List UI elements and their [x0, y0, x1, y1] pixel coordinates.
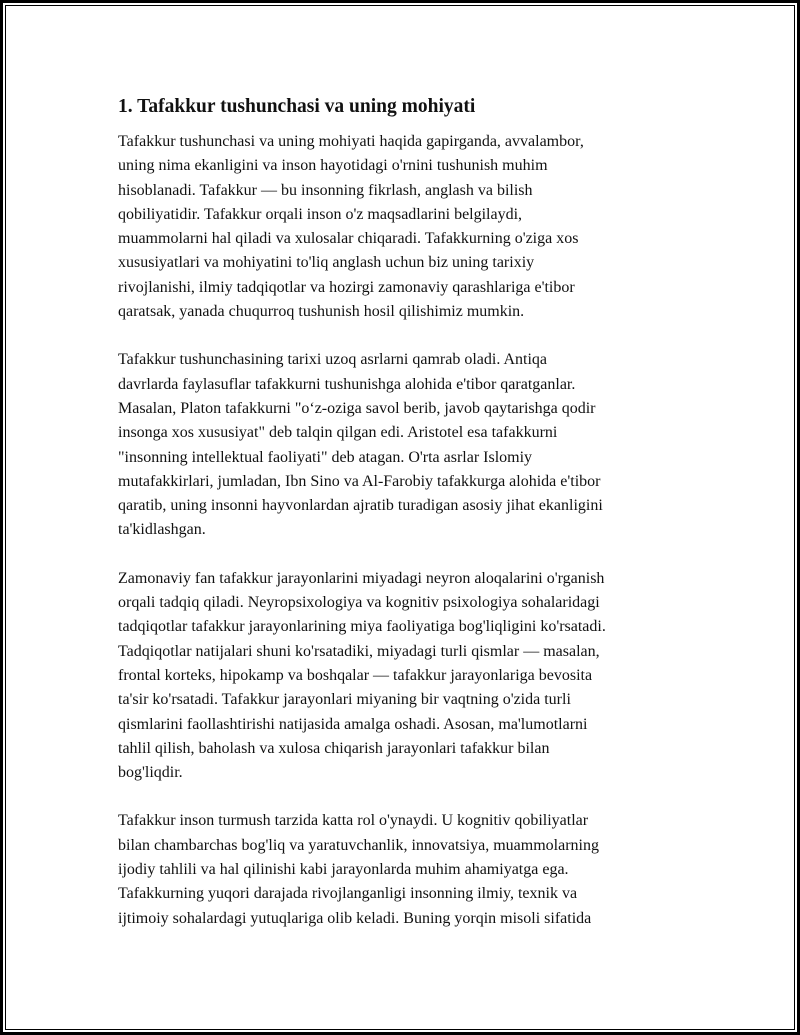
- paragraph-line: hisoblanadi. Tafakkur — bu insonning fikrlash, anglash va bilish: [118, 181, 533, 199]
- paragraph-line: muammolarni hal qiladi va xulosalar chiqaradi. Tafakkurning o'ziga xos: [118, 230, 579, 248]
- paragraph-line: tahlil qilish, baholash va xulosa chiqarish jarayonlari tafakkur bilan: [118, 739, 550, 757]
- paragraph-line: insonga xos xususiyat" deb talqin qilgan edi. Aristotel esa tafakkurni: [118, 424, 558, 442]
- paragraph-line: Tafakkur tushunchasining tarixi uzoq asrlarni qamrab oladi. Antiqa: [118, 351, 547, 369]
- paragraph-line: Tafakkur tushunchasi va uning mohiyati haqida gapirganda, avvalambor,: [118, 133, 584, 150]
- paragraph-line: mutafakkirlari, jumladan, Ibn Sino va Al-Farobiy tafakkurga alohida e'tibor: [118, 472, 601, 490]
- paragraph-line: qismlarini faollashtirishi natijasida amalga oshadi. Asosan, ma'lumotlarni: [118, 715, 588, 733]
- paragraph-line: xususiyatlari va mohiyatini to'liq anglash uchun biz uning tarixiy: [118, 254, 535, 272]
- paragraph-line: rivojlanishi, ilmiy tadqiqotlar va hozirgi zamonaviy qarashlariga e'tibor: [118, 278, 575, 296]
- paragraph-line: ta'kidlashgan.: [118, 521, 206, 539]
- paragraph-line: qaratib, uning insonni hayvonlardan ajratib turadigan asosiy jihat ekanligini: [118, 497, 603, 515]
- paragraph-line: Masalan, Platon tafakkurni "o‘z-oziga savol berib, javob qaytarishga qodir: [118, 399, 596, 417]
- paragraph-line: ijtimoiy sohalardagi yutuqlariga olib keladi. Buning yorqin misoli sifatida: [118, 909, 592, 927]
- paragraph-line: ijodiy tahlili va hal qilinishi kabi jarayonlarda muhim ahamiyatga ega.: [118, 861, 569, 879]
- paragraph-line: frontal korteks, hipokamp va boshqalar — tafakkur jarayonlariga bevosita: [118, 666, 593, 684]
- paragraph: [118, 348, 684, 542]
- paragraph-line: Zamonaviy fan tafakkur jarayonlarini miyadagi neyron aloqalarini o'rganish: [118, 569, 605, 587]
- paragraph-line: bilan chambarchas bog'liq va yaratuvchanlik, innovatsiya, muammolarning: [118, 836, 599, 854]
- paragraph-line: ta'sir ko'rsatadi. Tafakkur jarayonlari miyaning bir vaqtning o'zida turli: [118, 691, 571, 709]
- paragraph: [118, 567, 684, 786]
- paragraph-line: Tafakkur inson turmush tarzida katta rol o'ynaydi. U kognitiv qobiliyatlar: [118, 812, 589, 830]
- paragraph-line: davrlarda faylasuflar tafakkurni tushunishga alohida e'tibor qaratganlar.: [118, 375, 576, 393]
- section-heading: 1. Tafakkur tushunchasi va uning mohiyati: [118, 96, 476, 117]
- paragraph-line: uning nima ekanligini va inson hayotidagi o'rnini tushunish muhim: [118, 157, 548, 175]
- paragraph-line: orqali tadqiq qiladi. Neyropsixologiya va kognitiv psixologiya sohalaridagi: [118, 594, 600, 612]
- paragraph: [118, 130, 684, 324]
- document-body: [118, 94, 684, 955]
- paragraph-line: qaratsak, yanada chuqurroq tushunish hosil qilishimiz mumkin.: [118, 303, 525, 321]
- paragraph: [118, 809, 684, 930]
- paragraph-line: qobiliyatidir. Tafakkur orqali inson o'z maqsadlarini belgilaydi,: [118, 205, 523, 223]
- paragraph-list: [118, 130, 684, 931]
- paragraph-line: Tadqiqotlar natijalari shuni ko'rsatadiki, miyadagi turli qismlar — masalan,: [118, 642, 600, 660]
- paragraph-line: "insonning intellektual faoliyati" deb atagan. O'rta asrlar Islomiy: [118, 448, 533, 466]
- paragraph-line: bog'liqdir.: [118, 764, 183, 782]
- paragraph-line: tadqiqotlar tafakkur jarayonlarining miya faoliyatiga bog'liqligini ko'rsatadi.: [118, 618, 606, 636]
- paragraph-line: Tafakkurning yuqori darajada rivojlanganligi insonning ilmiy, texnik va: [118, 885, 578, 903]
